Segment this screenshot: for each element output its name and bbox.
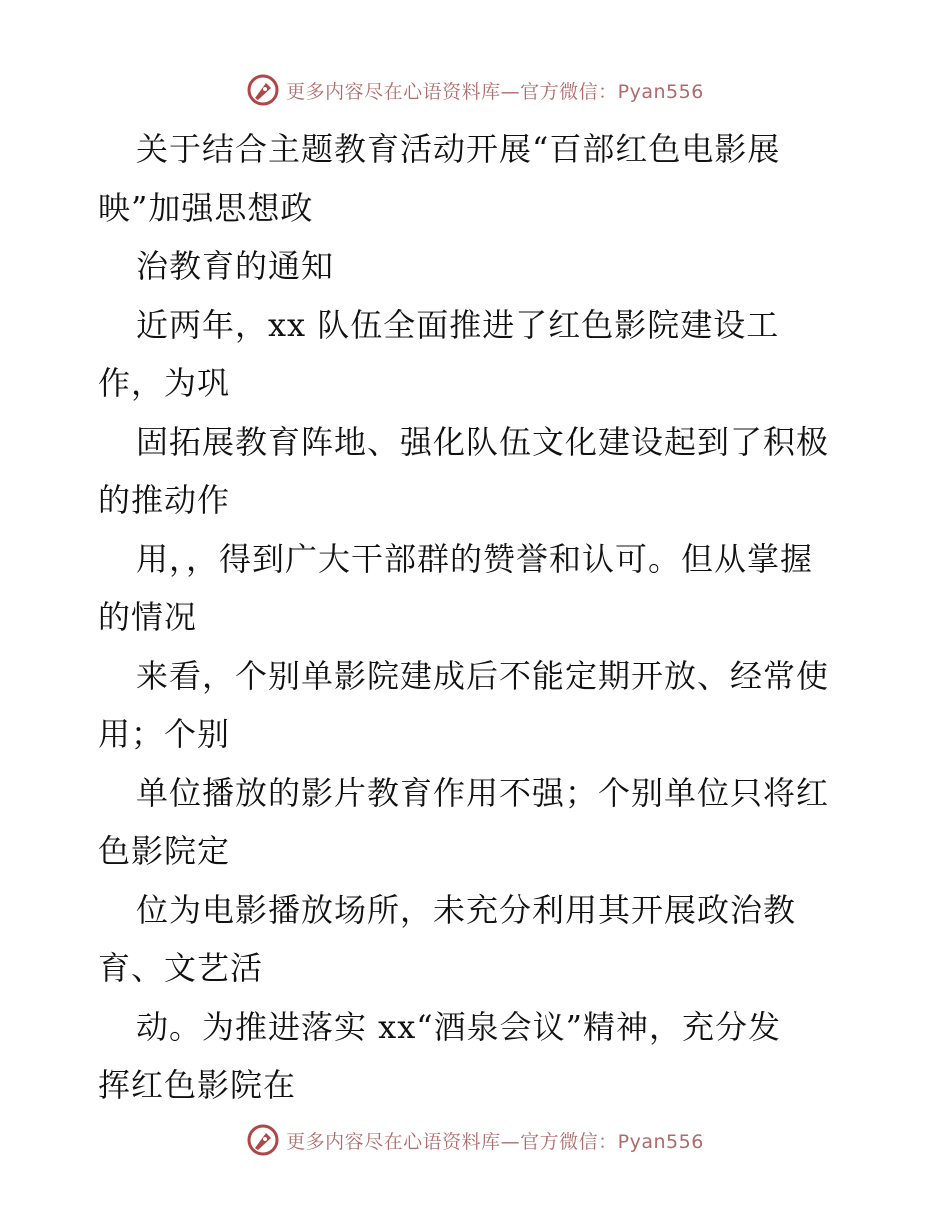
- watermark-text: 更多内容尽在心语资料库—官方微信：Pyan556: [286, 1130, 704, 1153]
- text-line: 位为电影播放场所，未充分利用其开展政治教: [136, 890, 797, 929]
- text-line: 用，，得到广大干部群的赞誉和认可。但从掌握: [136, 539, 814, 578]
- text-line: 近两年，xx 队伍全面推进了红色影院建设工: [136, 305, 780, 344]
- pen-nib-logo-icon: [246, 73, 280, 107]
- text-line: 作，为巩: [98, 364, 231, 402]
- watermark-text: 更多内容尽在心语资料库—官方微信：Pyan556: [286, 80, 704, 103]
- text-line: 动。为推进落实 xx“酒泉会议”精神，充分发: [136, 1007, 781, 1046]
- text-line: 挥红色影院在: [98, 1066, 297, 1104]
- pen-nib-logo-icon: [246, 1123, 280, 1157]
- footer-watermark: [0, 1120, 950, 1160]
- header-watermark: [0, 70, 950, 110]
- document-body: [98, 120, 858, 1115]
- text-line: 来看，个别单影院建成后不能定期开放、经常使: [136, 656, 830, 695]
- text-line: 治教育的通知: [136, 247, 335, 285]
- text-line: 映”加强思想政: [98, 188, 314, 227]
- text-line: 关于结合主题教育活动开展“百部红色电影展: [136, 130, 781, 168]
- text-line: 育、文艺活: [98, 949, 264, 987]
- text-line: 色影院定: [98, 832, 231, 870]
- text-line: 用；个别: [98, 715, 231, 753]
- text-line: 的推动作: [98, 481, 231, 519]
- text-line: 的情况: [98, 598, 198, 636]
- text-line: 单位播放的影片教育作用不强；个别单位只将红: [136, 773, 830, 812]
- text-line: 固拓展教育阵地、强化队伍文化建设起到了积极: [136, 422, 830, 461]
